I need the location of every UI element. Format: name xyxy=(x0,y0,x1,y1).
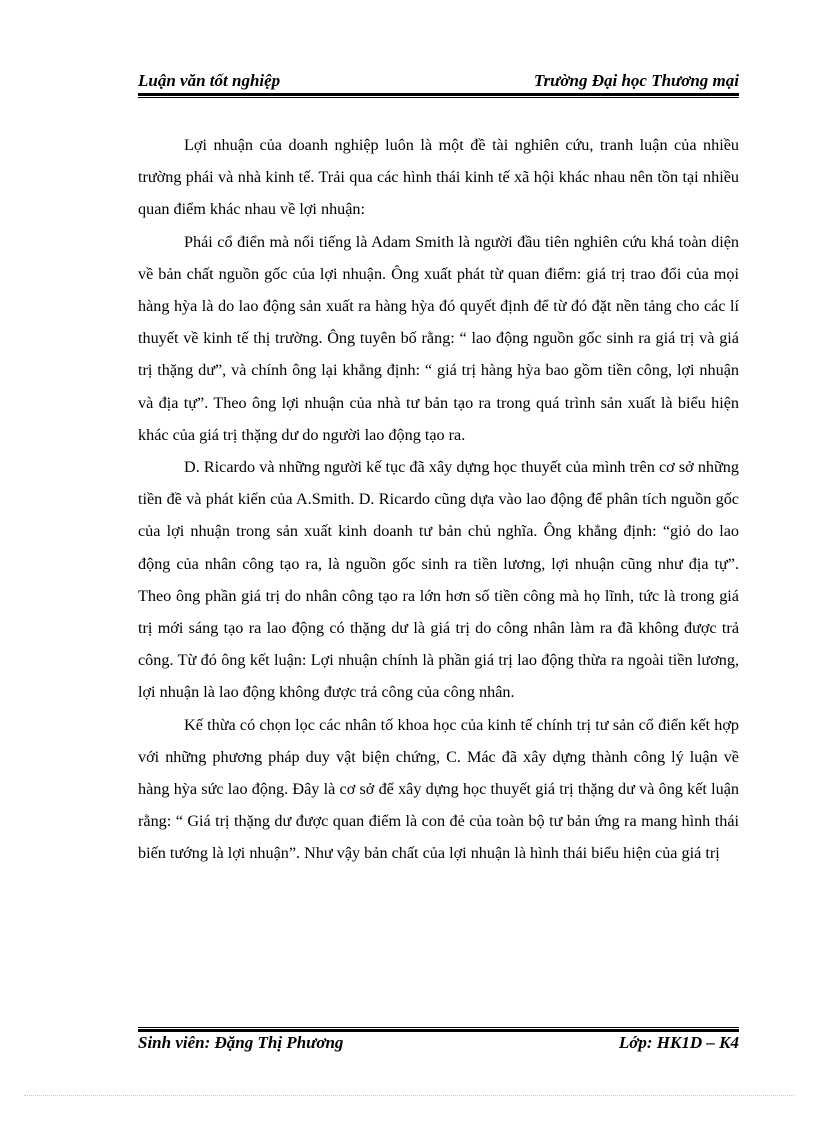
footer-student-name: Sinh viên: Đặng Thị Phương xyxy=(138,1033,344,1052)
header-divider xyxy=(138,93,739,98)
page-footer xyxy=(138,1033,739,1057)
paragraph-3: D. Ricardo và những người kế tục đã xây dựng học thuyết của mình trên cơ sở những tiền đề và phát kiến của A.Smith. D. Ricardo cũng dựa vào lao động để phân tích nguồn gốc của lợi nhuận trong sản xuất kinh doanh tư bản chủ nghĩa. Ông khẳng định: “giỏ do lao động của nhân công tạo ra, là nguồn gốc sinh ra tiền lương, lợi nhuận cũng như địa tự”. Theo ông phần giá trị do nhân công tạo ra lớn hơn số tiền công mà họ lĩnh, tức là trong giá trị mới sáng tạo ra lao động có thặng dư là giá trị do công nhân làm ra đã không được trả công. Từ đó ông kết luận: Lợi nhuận chính là phần giá trị lao động thừa ra ngoài tiền lương, lợi nhuận là lao động không được trả công của công nhân. xyxy=(138,458,739,702)
paragraph-4: Kế thừa có chọn lọc các nhân tố khoa học của kinh tế chính trị tư sản cổ điển kết hợp với những phương pháp duy vật biện chứng, C. Mác đã xây dựng thành công lý luận về hàng hỳa sức lao động. Đây là cơ sở để xây dựng học thuyết giá trị thặng dư và ông kết luận rằng: “ Giá trị thặng dư được quan điểm là con đẻ của toàn bộ tư bản ứng ra mang hình thái biến tướng là lợi nhuận”. Như vậy bản chất của lợi nhuận là hình thái biểu hiện của giá trị xyxy=(138,715,739,863)
page-edge-marker xyxy=(24,1095,794,1096)
header-university-name: Trường Đại học Thương mại xyxy=(533,71,739,90)
header-thesis-label: Luận văn tốt nghiệp xyxy=(138,71,281,90)
paragraph-2: Phái cổ điển mà nổi tiếng là Adam Smith là người đầu tiên nghiên cứu khá toàn diện về bản chất nguồn gốc của lợi nhuận. Ông xuất phát từ quan điểm: giá trị trao đổi của mọi hàng hỳa là do lao động sản xuất ra hàng hỳa đó quyết định để từ đó đặt nền tảng cho các lí thuyết về kinh tế thị trường. Ông tuyên bố rằng: “ lao động nguồn gốc sinh ra giá trị và giá trị thặng dư”, và chính ông lại khẳng định: “ giá trị hàng hỳa bao gồm tiền công, lợi nhuận và địa tự”. Theo ông lợi nhuận của nhà tư bản tạo ra trong quá trình sản xuất là biểu hiện khác của giá trị thặng dư do người lao động tạo ra. xyxy=(138,232,739,444)
paragraph-1: Lợi nhuận của doanh nghiệp luôn là một đề tài nghiên cứu, tranh luận của nhiều trường phái và nhà kinh tế. Trải qua các hình thái kinh tế xã hội khác nhau nên tồn tại nhiều quan điểm khác nhau về lợi nhuận: xyxy=(138,136,739,219)
footer-class-code: Lớp: HK1D – K4 xyxy=(618,1033,739,1052)
page-header xyxy=(138,69,739,93)
footer-divider xyxy=(138,1027,739,1032)
body-text xyxy=(138,129,739,870)
